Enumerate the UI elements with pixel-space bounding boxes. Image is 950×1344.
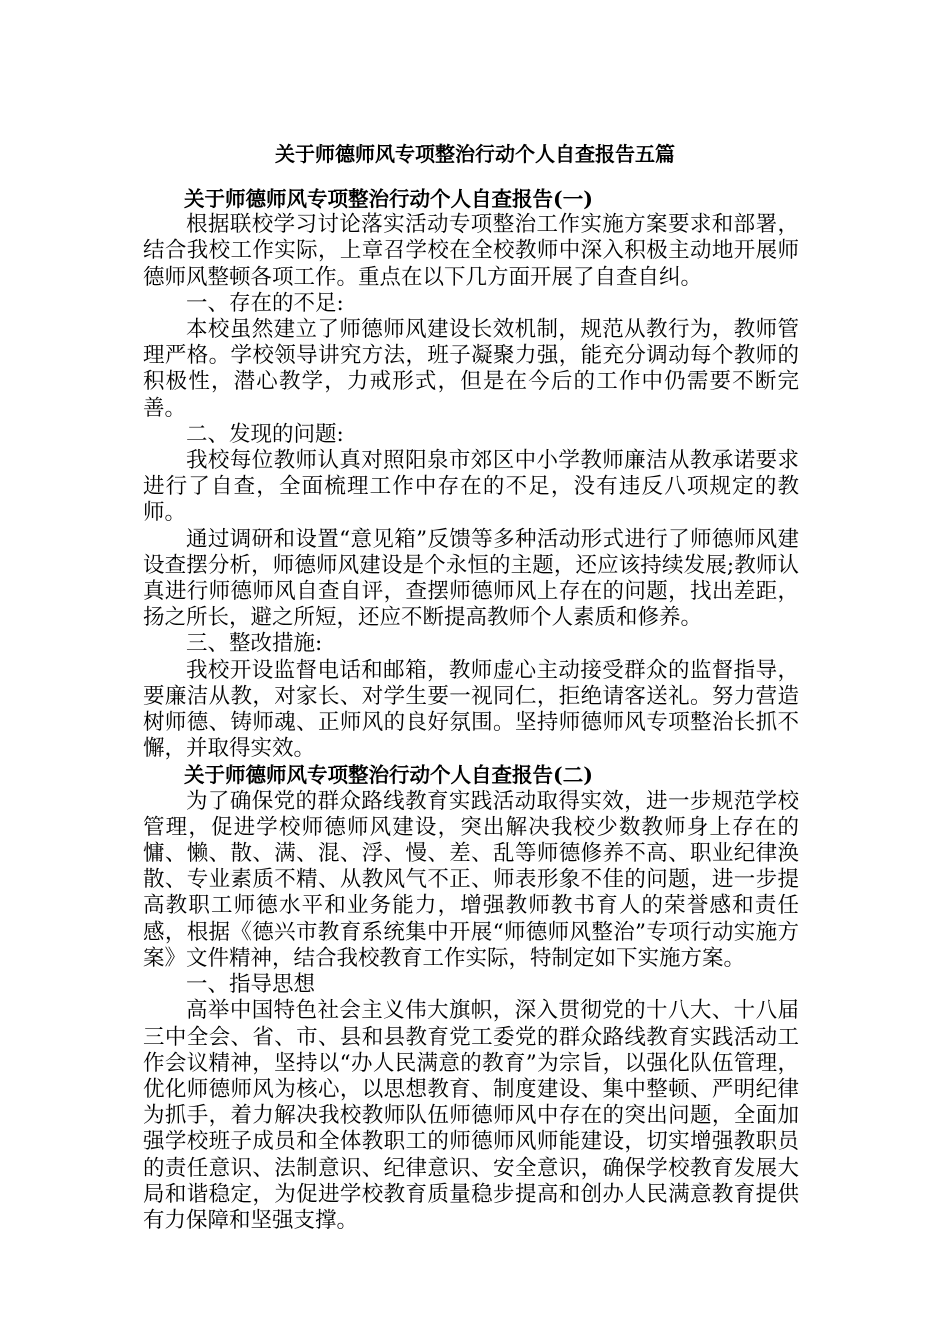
paragraph: 高举中国特色社会主义伟大旗帜，深入贯彻党的十八大、十八届三中全会、省、市、县和县教育党工委党的群众路线教育实践活动工作会议精神，坚持以“办人民满意的教育”为宗旨，以强化队伍管理，优化师德师风为核心，以思想教育、制度建设、集中整顿、严明纪律为抓手，着力解决我校教师队伍师德师风中存在的突出问题，全面加强学校班子成员和全体教职工的师德师风师能建设，切实增强教职员的责任意识、法制意识、纪律意识、安全意识，确保学校教育发展大局和谐稳定，为促进学校教育质量稳步提高和创办人民满意教育提供有力保障和坚强支撑。 xyxy=(143,998,799,1233)
subheading-problems: 二、发现的问题: xyxy=(186,421,344,447)
section-heading-1: 关于师德师风专项整治行动个人自查报告(一) xyxy=(184,187,593,211)
document-body xyxy=(143,186,799,1234)
document-title: 关于师德师风专项整治行动个人自查报告五篇 xyxy=(275,142,675,166)
paragraph: 根据联校学习讨论落实活动专项整治工作实施方案要求和部署，结合我校工作实际，上章召学校在全校教师中深入积极主动地开展师德师风整顿各项工作。重点在以下几方面开展了自查自纠。 xyxy=(143,212,799,290)
paragraph: 我校每位教师认真对照阳泉市郊区中小学教师廉洁从教承诺要求进行了自查，全面梳理工作中存在的不足，没有违反八项规定的教师。 xyxy=(143,448,799,526)
paragraph: 我校开设监督电话和邮箱，教师虚心主动接受群众的监督指导，要廉洁从教，对家长、对学生要一视同仁，拒绝请客送礼。努力营造树师德、铸师魂、正师风的良好氛围。坚持师德师风专项整治长抓不懈，并取得实效。 xyxy=(143,657,799,762)
subheading-guiding-ideology: 一、指导思想 xyxy=(186,972,316,998)
paragraph: 通过调研和设置“意见箱”反馈等多种活动形式进行了师德师风建设查摆分析，师德师风建设是个永恒的主题，还应该持续发展;教师认真进行师德师风自查自评，查摆师德师风上存在的问题，找出差距，扬之所长，避之所短，还应不断提高教师个人素质和修养。 xyxy=(143,526,799,631)
paragraph: 为了确保党的群众路线教育实践活动取得实效，进一步规范学校管理，促进学校师德师风建设，突出解决我校少数教师身上存在的慵、懒、散、满、混、浮、慢、差、乱等师德修养不高、职业纪律涣散、专业素质不精、从教风气不正、师表形象不佳的问题，进一步提高教职工师德水平和业务能力，增强教师教书育人的荣誉感和责任感，根据《德兴市教育系统集中开展“师德师风整治”专项行动实施方案》文件精神，结合我校教育工作实际，特制定如下实施方案。 xyxy=(143,788,799,971)
paragraph: 本校虽然建立了师德师风建设长效机制，规范从教行为，教师管理严格。学校领导讲究方法，班子凝聚力强，能充分调动每个教师的积极性，潜心教学，力戒形式，但是在今后的工作中仍需要不断完善。 xyxy=(143,317,799,421)
subheading-shortcomings: 一、存在的不足: xyxy=(186,290,344,316)
section-heading-2: 关于师德师风专项整治行动个人自查报告(二) xyxy=(184,763,593,788)
subheading-measures: 三、整改措施: xyxy=(186,631,323,657)
